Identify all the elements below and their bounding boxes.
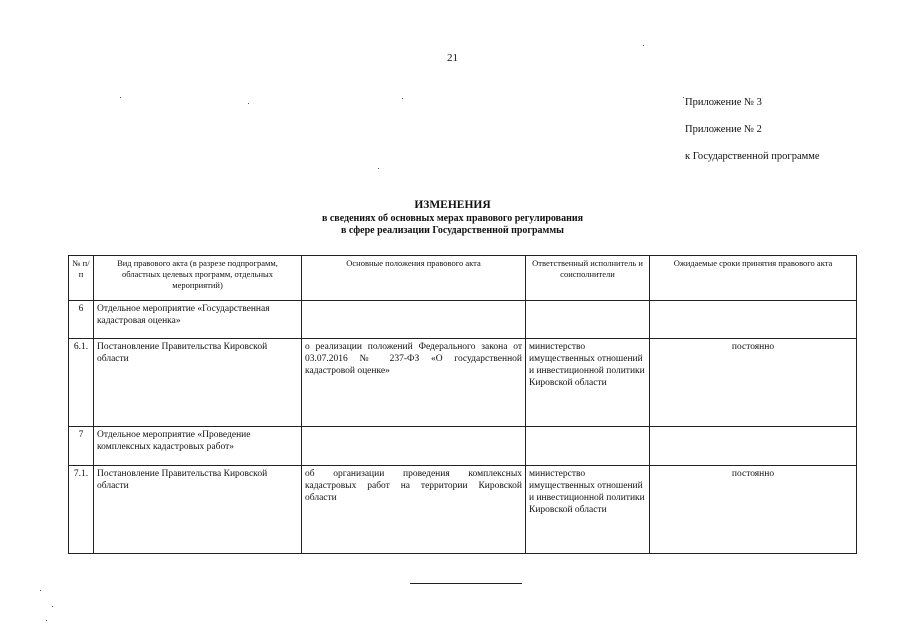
footer-divider xyxy=(410,583,522,584)
row-act-type: Отдельное мероприятие «Проведение комплексных кадастровых работ» xyxy=(94,427,302,466)
row-act-type: Постановление Правительства Кировской области xyxy=(94,466,302,554)
table-header-row xyxy=(69,256,857,301)
row-deadline: постоянно xyxy=(650,466,857,554)
table-row xyxy=(69,301,857,339)
row-deadline: постоянно xyxy=(650,339,857,427)
row-provisions xyxy=(302,301,526,339)
row-executor: министерство имущественных отношений и инвестиционной политики Кировской области xyxy=(526,466,650,554)
scan-speck xyxy=(120,97,121,98)
header-executor: Ответственный исполнитель и соисполнители xyxy=(526,256,650,301)
row-deadline xyxy=(650,301,857,339)
appendix-line-1: Приложение № 3 xyxy=(685,97,762,108)
row-provisions: об организации проведения комплексных кадастровых работ на территории Кировской области xyxy=(302,466,526,554)
scan-speck xyxy=(248,103,249,104)
scan-speck xyxy=(643,45,644,46)
row-deadline xyxy=(650,427,857,466)
table-row xyxy=(69,466,857,554)
scan-speck xyxy=(40,590,41,591)
header-deadline: Ожидаемые сроки принятия правового акта xyxy=(650,256,857,301)
row-executor xyxy=(526,301,650,339)
table-row xyxy=(69,339,857,427)
legal-acts-table xyxy=(68,255,857,554)
page-number: 21 xyxy=(447,52,458,64)
scan-speck xyxy=(46,620,47,621)
scan-speck xyxy=(402,98,403,99)
row-num: 6.1. xyxy=(69,339,94,427)
scan-speck xyxy=(378,168,379,169)
header-num: № п/п xyxy=(69,256,94,301)
scan-speck xyxy=(683,97,684,98)
appendix-line-3: к Государственной программе xyxy=(685,151,820,162)
document-subtitle-line-2: в сфере реализации Государственной программы xyxy=(341,225,564,236)
row-provisions: о реализации положений Федерального закона от 03.07.2016 № 237-ФЗ «О государственной кадастровой оценке» xyxy=(302,339,526,427)
row-executor xyxy=(526,427,650,466)
document-subtitle xyxy=(0,213,905,237)
row-num: 7.1. xyxy=(69,466,94,554)
scan-speck xyxy=(52,606,53,607)
document-title: ИЗМЕНЕНИЯ xyxy=(414,199,491,211)
row-provisions xyxy=(302,427,526,466)
row-num: 6 xyxy=(69,301,94,339)
header-provisions: Основные положения правового акта xyxy=(302,256,526,301)
row-num: 7 xyxy=(69,427,94,466)
row-act-type: Отдельное мероприятие «Государственная кадастровая оценка» xyxy=(94,301,302,339)
document-subtitle-line-1: в сведениях об основных мерах правового регулирования xyxy=(321,213,584,224)
row-act-type: Постановление Правительства Кировской области xyxy=(94,339,302,427)
row-executor: министерство имущественных отношений и инвестиционной политики Кировской области xyxy=(526,339,650,427)
header-act-type: Вид правового акта (в разрезе подпрограмм, областных целевых программ, отдельных мероприятий) xyxy=(94,256,302,301)
table-row xyxy=(69,427,857,466)
appendix-line-2: Приложение № 2 xyxy=(685,124,762,135)
